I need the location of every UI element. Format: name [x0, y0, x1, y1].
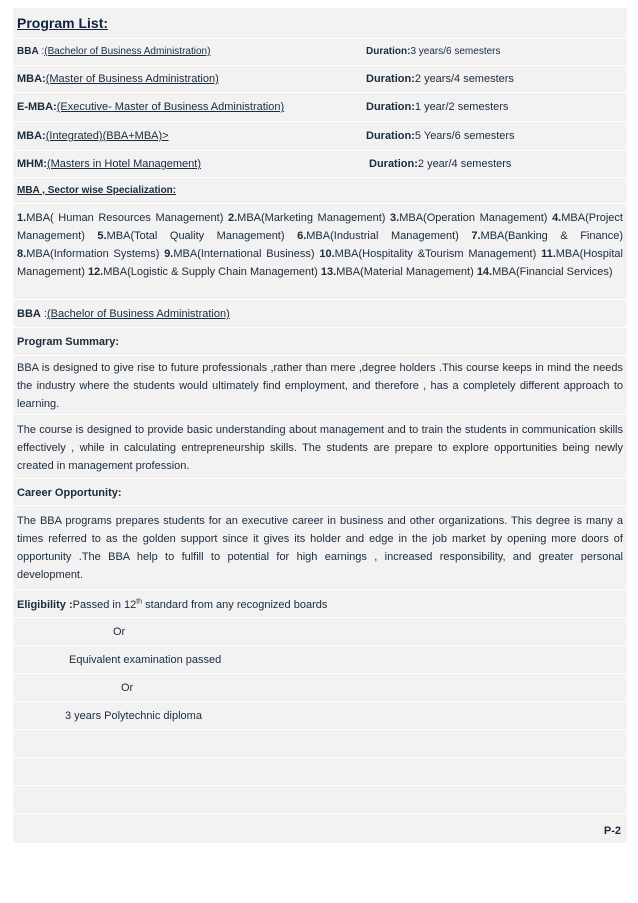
- duration-label: Duration:: [366, 101, 415, 113]
- spec-label: MBA(Logistic & Supply Chain Management): [103, 266, 321, 278]
- equivalent-text: Equivalent examination passed: [69, 654, 222, 666]
- program-code: MHM:: [17, 158, 47, 170]
- page-number: P-2: [13, 814, 627, 844]
- spec-number: 8.: [17, 248, 27, 260]
- duration-label: Duration:: [369, 158, 418, 170]
- spec-label: MBA(Material Management): [336, 266, 477, 278]
- polytechnic-row: [13, 702, 627, 730]
- specialization-heading: MBA , Sector wise Specialization:: [17, 185, 177, 196]
- polytechnic-text: 3 years Polytechnic diploma: [65, 710, 202, 722]
- spec-number: 7.: [471, 230, 481, 242]
- career-heading: Career Opportunity:: [17, 487, 122, 499]
- duration-value: 3 years/6 semesters: [410, 46, 501, 57]
- spec-item: [228, 212, 390, 224]
- or-text: Or: [113, 626, 126, 638]
- eligibility-text: Passed in 12: [72, 599, 137, 611]
- program-name: (Master of Business Administration): [45, 73, 219, 85]
- spec-label: MBA(Project Management): [17, 212, 623, 242]
- spec-item: [321, 266, 477, 278]
- spec-label: MBA(Total Quality Management): [106, 230, 298, 242]
- spec-label: MBA(Information Systems): [26, 248, 165, 260]
- summary-paragraph-2: The course is designed to provide basic understanding about management and to train the students in communication skills effectively , while in calculating entrepreneurship skills. The students are prepare to explore opportunities being newly created in management profession.: [13, 415, 627, 479]
- program-sep: :: [38, 46, 45, 57]
- or-row-2: [13, 674, 627, 702]
- blank-row-1: [13, 730, 627, 758]
- program-row-mba-integrated: [13, 122, 627, 151]
- summary-heading-row: [13, 328, 627, 356]
- spec-item: [297, 230, 471, 242]
- eligibility-row: [13, 590, 627, 618]
- specialization-list: [13, 204, 627, 300]
- duration-value: 2 year/4 semesters: [417, 158, 512, 170]
- bba-sep: :: [40, 308, 47, 320]
- blank-row-2: [13, 758, 627, 786]
- eligibility-label: Eligibility :: [17, 599, 73, 611]
- specialization-heading-row: [13, 178, 627, 204]
- program-name: (Bachelor of Business Administration): [44, 46, 211, 57]
- spec-number: 10.: [319, 248, 335, 260]
- program-row-mhm: [13, 151, 627, 178]
- eligibility-text-after: standard from any recognized boards: [142, 599, 328, 611]
- spec-number: 12.: [87, 266, 104, 278]
- page-title: Program List:: [17, 15, 109, 31]
- spec-item: [390, 212, 552, 224]
- spec-item: [471, 230, 623, 242]
- spec-label: MBA(International Business): [173, 248, 320, 260]
- document-page: [12, 8, 627, 844]
- program-name: (Executive- Master of Business Administration): [56, 101, 285, 113]
- duration-value: 2 years/4 semesters: [414, 73, 514, 85]
- spec-number: 4.: [552, 212, 562, 224]
- program-row-embа: [13, 93, 627, 122]
- program-row-mba: [13, 66, 627, 93]
- bba-heading-row: [13, 300, 627, 328]
- spec-item: [164, 248, 319, 260]
- program-code: BBA: [17, 46, 39, 57]
- spec-label: MBA(Financial Services): [492, 266, 613, 278]
- duration-label: Duration:: [366, 73, 415, 85]
- or-row-1: [13, 618, 627, 646]
- summary-heading: Program Summary:: [17, 336, 120, 348]
- spec-item: [319, 248, 541, 260]
- spec-item: [477, 266, 613, 278]
- program-row-bba: [13, 39, 627, 66]
- spec-item: [17, 248, 164, 260]
- program-code: MBA:: [17, 73, 46, 85]
- blank-row-3: [13, 786, 627, 814]
- eligibility-sup: th: [136, 598, 143, 606]
- duration-value: 1 year/2 semesters: [414, 101, 509, 113]
- spec-number: 13.: [320, 266, 337, 278]
- spec-number: 14.: [476, 266, 493, 278]
- spec-label: MBA(Hospitality &Tourism Management): [334, 248, 542, 260]
- spec-item: [17, 212, 228, 224]
- spec-number: 5.: [97, 230, 107, 242]
- career-heading-row: [13, 479, 627, 506]
- or-text: Or: [121, 682, 134, 694]
- career-paragraph: The BBA programs prepares students for an executive career in business and other organizations. This degree is many a times referred to as the golden support since it gives its holder and edge in the job market by opening more doors of opportunity .The BBA help to fulfill to potential for high earnings , increased responsibility, and greater personal development.: [13, 506, 627, 590]
- spec-label: MBA(Banking & Finance): [480, 230, 624, 242]
- duration-label: Duration:: [366, 46, 411, 57]
- bba-name: (Bachelor of Business Administration): [46, 308, 230, 320]
- spec-label: MBA(Operation Management): [399, 212, 553, 224]
- spec-number: 9.: [164, 248, 174, 260]
- program-name: (Masters in Hotel Management): [46, 158, 201, 170]
- spec-number: 6.: [297, 230, 307, 242]
- spec-number: 11.: [541, 248, 556, 260]
- equivalent-row: [13, 646, 627, 674]
- program-name: (Integrated)(BBA+MBA)>: [45, 130, 169, 142]
- spec-label: MBA(Hospital Management): [17, 248, 623, 278]
- duration-label: Duration:: [366, 130, 415, 142]
- spec-item: [97, 230, 297, 242]
- spec-item: [88, 266, 321, 278]
- spec-number: 2.: [227, 212, 238, 224]
- program-list-header: [13, 8, 627, 39]
- spec-label: MBA(Industrial Management): [306, 230, 472, 242]
- spec-label: MBA( Human Resources Management): [26, 212, 228, 224]
- program-code: E-MBA:: [17, 101, 57, 113]
- spec-number: 1.: [17, 212, 27, 224]
- spec-number: 3.: [390, 212, 400, 224]
- summary-paragraph-1: BBA is designed to give rise to future professionals ,rather than mere ,degree holders .This course keeps in mind the needs the industry where the students would ultimately find employment, and therefore , has a completely different approach to learning.: [13, 356, 627, 415]
- bba-code: BBA: [17, 308, 41, 320]
- duration-value: 5 Years/6 semesters: [414, 130, 515, 142]
- program-code: MBA:: [17, 130, 46, 142]
- spec-label: MBA(Marketing Management): [237, 212, 391, 224]
